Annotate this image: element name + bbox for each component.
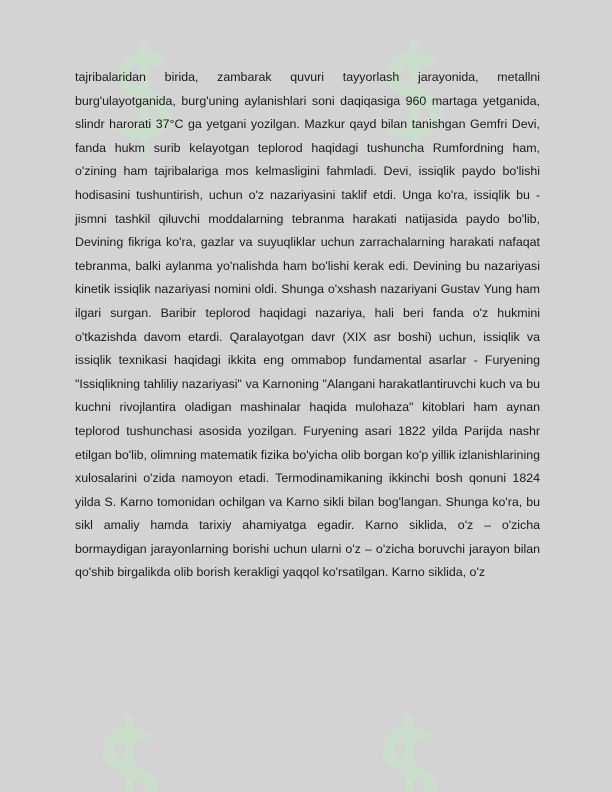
body-paragraph: tajribalaridan birida, zambarak quvuri tayyorlash jarayonida, metallni burg'ulayotganida, burg'uning aylanishlari soni daqiqasiga 960 martaga yetganida, slindr harorati 37°C ga yetgani yozilgan. Mazkur qayd bilan tanishgan Gemfri Devi, fanda hukm surib kelayotgan teplorod haqidagi tushuncha Rumfordning ham, o'zining ham tajribalariga mos kelmasligini fahmladi. Devi, issiqlik paydo bo'lishi hodisasini tushuntirish, uchun o'z nazariyasini taklif etdi. Unga ko'ra, issiqlik bu - jismni tashkil qiluvchi moddalarning tebranma harakati natijasida paydo bo'lib, Devining fikriga ko'ra, gazlar va suyuqliklar uchun zarrachalarning harakati nafaqat tebranma, balki aylanma yo'nalishda ham bo'lishi kerak edi. Devining bu nazariyasi kinetik issiqlik nazariyasi nomini oldi. Shunga o'xshash nazariyani Gustav Yung ham ilgari surgan. Baribir teplorod haqidagi nazariya, hali beri fanda o'z hukmini o'tkazishda davom etardi. Qaralayotgan davr (XIX asr boshi) uchun, issiqlik va issiqlik texnikasi haqidagi ikkita eng ommabop fundamental asarlar - Furyening "Issiqlikning tahliliy nazariyasi" va Karnoning "Alangani harakatlantiruvchi kuch va bu kuchni rivojlantira oladigan mashinalar haqida mulohaza" kitoblari ham aynan teplorod tushunchasi asosida yozilgan. Furyening asari 1822 yilda Parijda nashr etilgan bo'lib, olimning matematik fizika bo'yicha olib borgan ko'p yillik izlanishlarining xulosalarini o'zida namoyon etadi. Termodinamikaning ikkinchi bosh qonuni 1824 yilda S. Karno tomonidan ochilgan va Karno sikli bilan bog'langan. Shunga ko'ra, bu sikl amaliy hamda tarixiy ahamiyatga egadir. Karno siklida, o'z – o'zicha bormaydigan jarayonlarning borishi uchun ularni o'z – o'zicha boruvchi jarayon bilan qo'shib birgalikda olib borish kerakligi yaqqol ko'rsatilgan. Karno siklida, o'z	[75, 70, 540, 580]
dollar-watermark-icon	[375, 715, 445, 792]
dollar-watermark-icon	[95, 715, 165, 792]
